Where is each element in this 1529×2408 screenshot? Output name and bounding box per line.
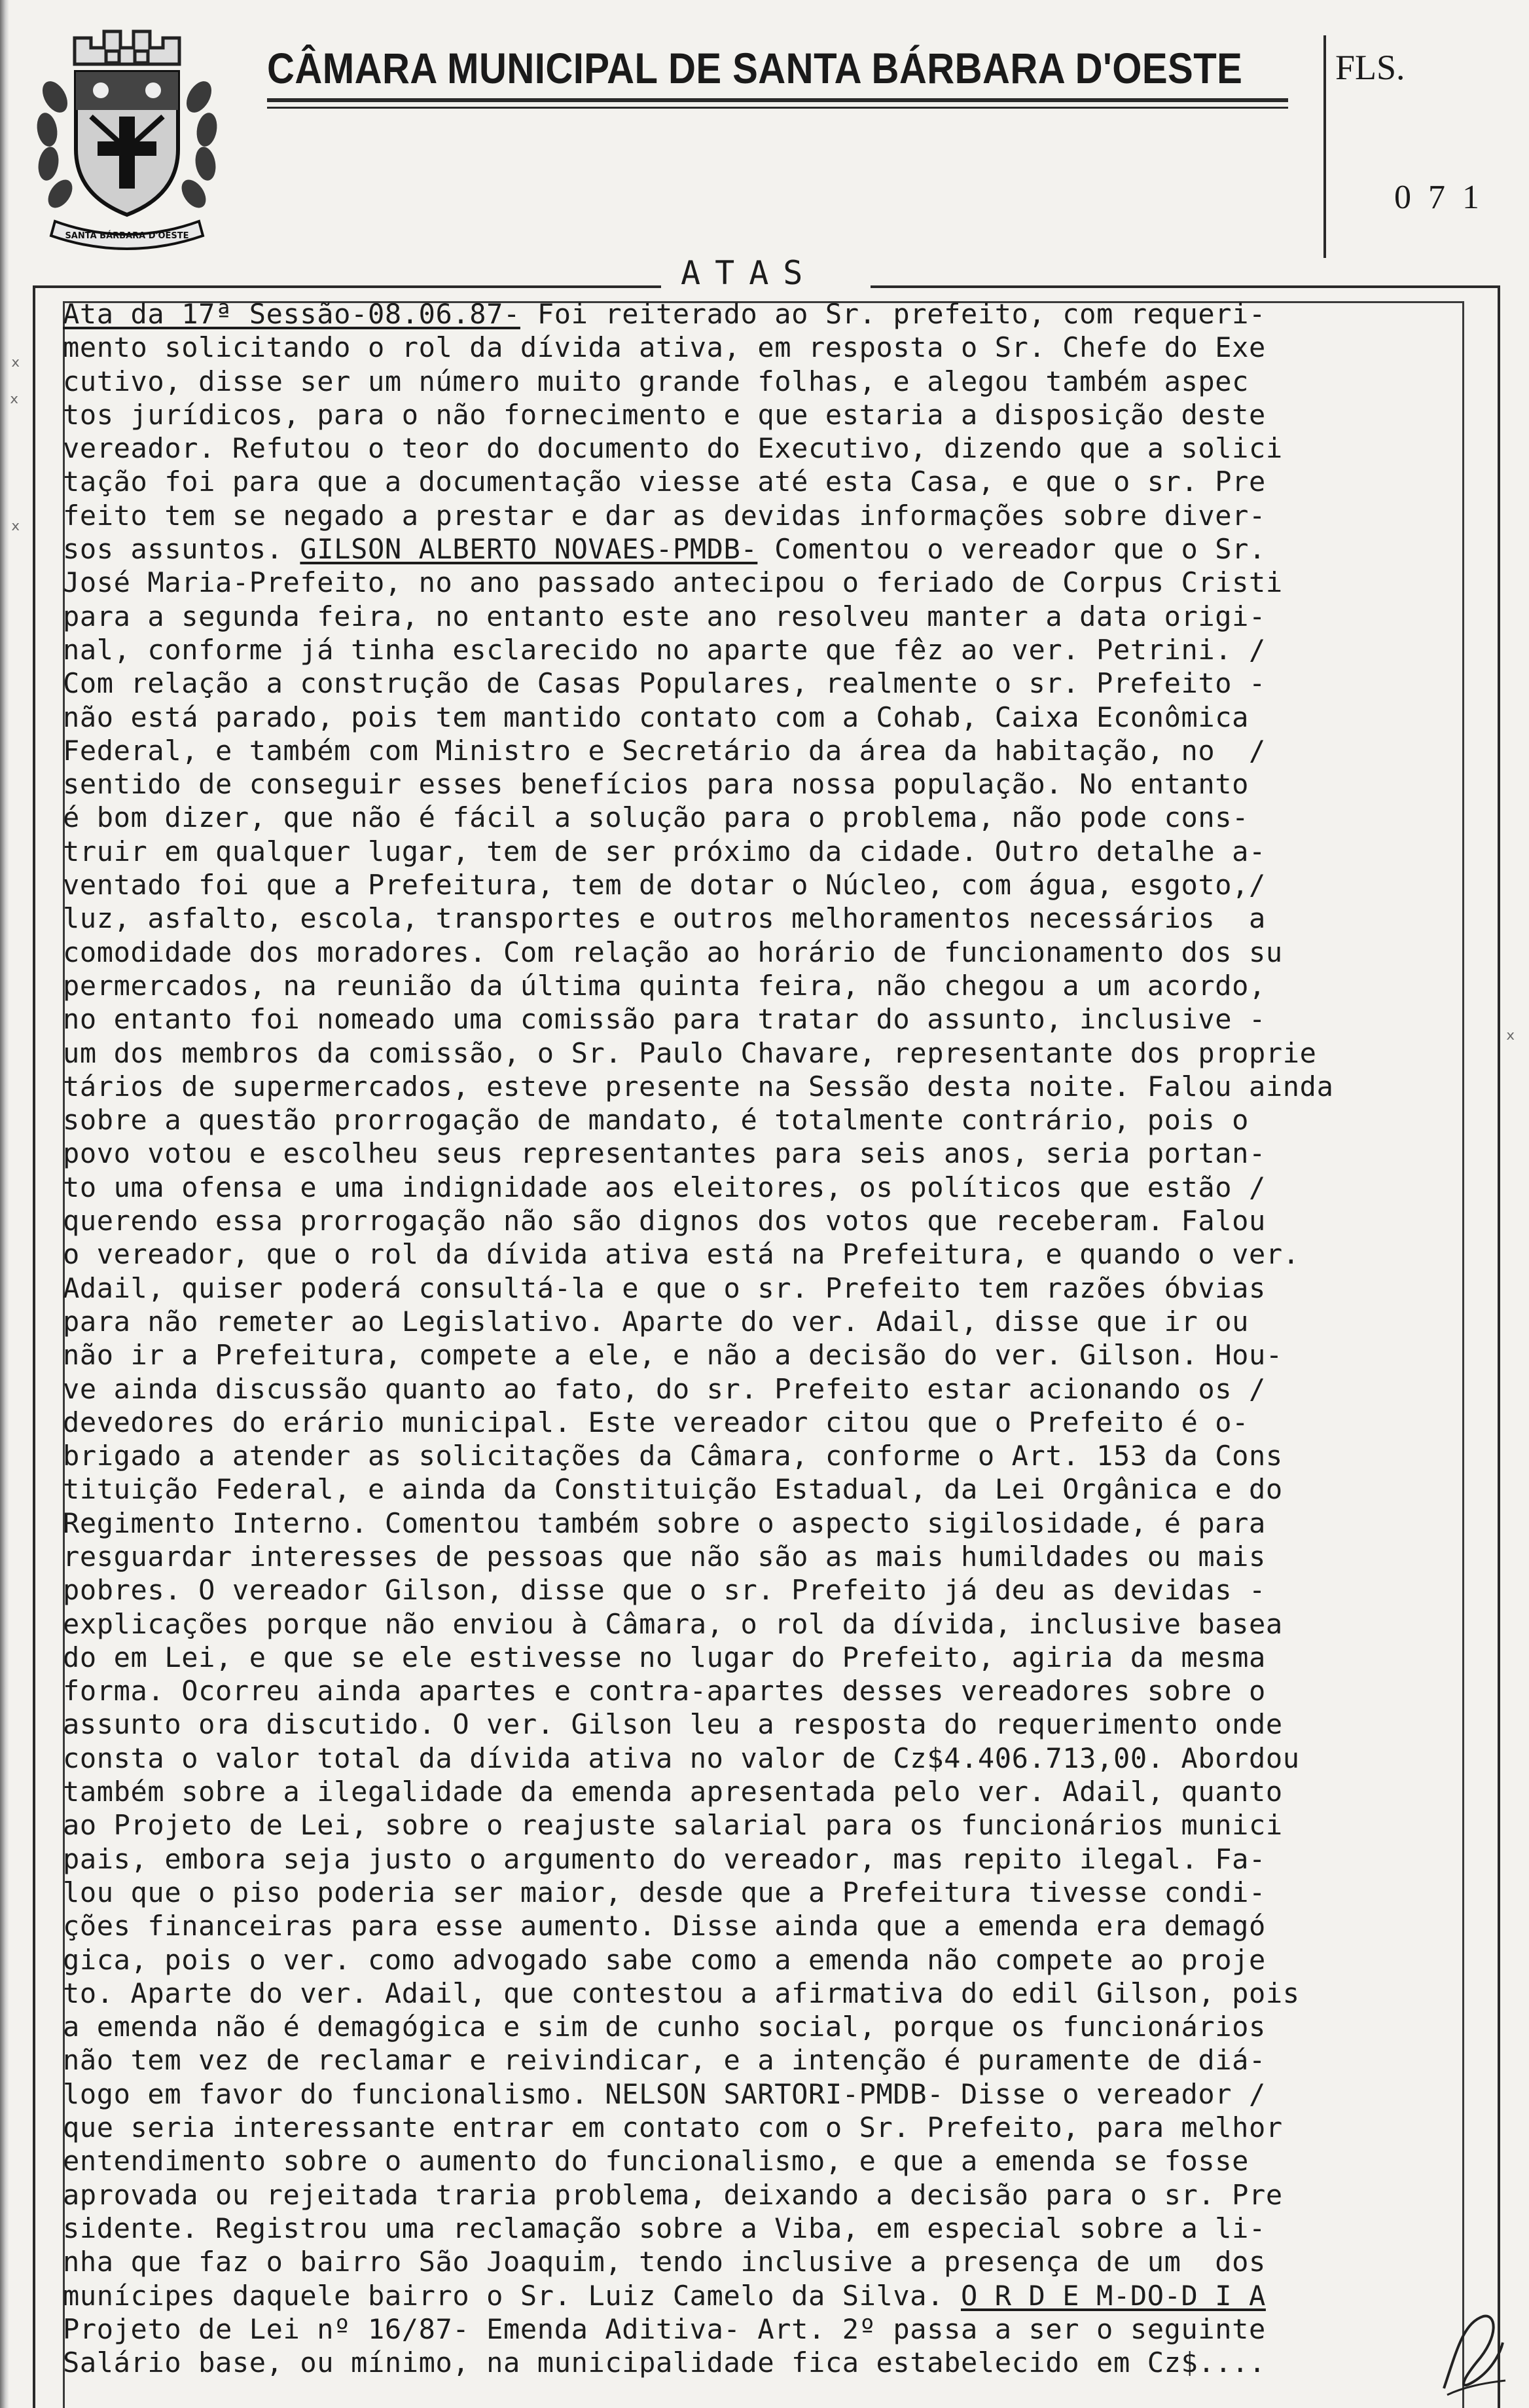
minutes-line: [63, 1909, 1496, 1943]
page-number: 071: [1394, 179, 1496, 216]
line-text: não está parado, pois tem mantido contato com a Cohab, Caixa Econômica: [63, 701, 1250, 733]
minutes-line: [63, 1707, 1496, 1741]
handwritten-margin-mark-icon: ˣ: [9, 390, 20, 416]
line-text: cutivo, disse ser um número muito grande folhas, e alegou também aspec: [63, 365, 1250, 397]
line-text: aprovada ou rejeitada traria problema, deixando a decisão para o sr. Pre: [63, 2178, 1283, 2211]
line-text: forma. Ocorreu ainda apartes e contra-apartes desses vereadores sobre o: [63, 1675, 1266, 1707]
line-text: o vereador, que o rol da dívida ativa está na Prefeitura, e quando o ver.: [63, 1238, 1300, 1271]
minutes-line: [63, 2178, 1496, 2212]
line-text: tários de supermercados, esteve presente na Sessão desta noite. Falou ainda: [63, 1070, 1334, 1103]
line-text: não tem vez de reclamar e reivindicar, e a intenção é puramente de diá-: [63, 2044, 1266, 2077]
header-rule: [267, 98, 1288, 102]
line-text: devedores do erário municipal. Este vereador citou que o Prefeito é o-: [63, 1406, 1250, 1438]
minutes-line: [63, 1137, 1496, 1170]
line-text: ções financeiras para esse aumento. Disse ainda que a emenda era demagó: [63, 1910, 1266, 1943]
line-text: sos assuntos.: [63, 533, 300, 566]
line-text: logo em favor do funcionalismo. NELSON SARTORI-PMDB- Disse o vereador /: [63, 2077, 1266, 2110]
minutes-line: [63, 1406, 1496, 1439]
line-text: to uma ofensa e uma indignidade aos eleitores, os políticos que estão /: [63, 1171, 1266, 1203]
minutes-line: [63, 734, 1496, 767]
minutes-line: [63, 1305, 1496, 1338]
line-text: resguardar interesses de pessoas que não são as mais humildades ou mais: [63, 1540, 1266, 1573]
minutes-line: [63, 2346, 1496, 2379]
crest-motto: SANTA BÁRBARA D'OESTE: [65, 231, 189, 241]
minutes-line: [63, 1506, 1496, 1540]
underlined-heading: GILSON ALBERTO NOVAES-PMDB-: [300, 533, 758, 566]
underlined-heading: O R D E M-DO-D I A: [960, 2279, 1266, 2312]
minutes-line: [63, 666, 1496, 700]
minutes-line: [63, 936, 1496, 969]
minutes-line: [63, 465, 1496, 498]
line-text: Salário base, ou mínimo, na municipalidade fica estabelecido em Cz$....: [63, 2346, 1266, 2379]
line-text: também sobre a ilegalidade da emenda apresentada pelo ver. Adail, quanto: [63, 1776, 1283, 1808]
line-text: povo votou e escolheu seus representantes para seis anos, seria portan-: [63, 1137, 1266, 1170]
line-text: do em Lei, e que se ele estivesse no lugar do Prefeito, agiria da mesma: [63, 1641, 1266, 1673]
minutes-line: [63, 1171, 1496, 1204]
line-text: sentido de conseguir esses benefícios para nossa população. No entanto: [63, 768, 1250, 801]
line-text: feito tem se negado a prestar e dar as devidas informações sobre diver-: [63, 499, 1266, 532]
section-title: ATAS: [681, 254, 818, 292]
line-text: ao Projeto de Lei, sobre o reajuste salarial para os funcionários munici: [63, 1809, 1283, 1842]
line-text: munícipes daquele bairro o Sr. Luiz Camelo da Silva.: [63, 2279, 961, 2312]
minutes-line: [63, 1472, 1496, 1506]
line-text: tos jurídicos, para o não fornecimento e que estaria a disposição deste: [63, 398, 1266, 431]
handwritten-initials-icon: [1437, 2310, 1509, 2401]
line-text: sidente. Registrou uma reclamação sobre a Viba, em especial sobre a li-: [63, 2212, 1266, 2244]
minutes-line: [63, 2144, 1496, 2178]
minutes-line: [63, 1876, 1496, 1909]
line-text: ve ainda discussão quanto ao fato, do sr. Prefeito estar acionando os /: [63, 1372, 1266, 1405]
minutes-line: [63, 1070, 1496, 1103]
line-text: vereador. Refutou o teor do documento do Executivo, dizendo que a solici: [63, 432, 1283, 465]
minutes-line: [63, 1338, 1496, 1372]
line-text: tação foi para que a documentação viesse até esta Casa, e que o sr. Pre: [63, 465, 1266, 498]
line-text: querendo essa prorrogação não são dignos dos votos que receberam. Falou: [63, 1205, 1266, 1237]
line-text: Comentou o vereador que o Sr.: [757, 533, 1266, 566]
line-text: consta o valor total da dívida ativa no valor de Cz$4.406.713,00. Abordou: [63, 1742, 1300, 1774]
line-text: permercados, na reunião da última quinta feira, não chegou a um acordo,: [63, 969, 1266, 1002]
minutes-line: [63, 532, 1496, 566]
line-text: a emenda não é demagógica e sim de cunho social, porque os funcionários: [63, 2011, 1266, 2043]
handwritten-margin-mark-icon: ˣ: [10, 517, 21, 543]
line-text: gica, pois o ver. como advogado sabe como a emenda não compete ao proje: [63, 1943, 1266, 1976]
handwritten-margin-mark-icon: ˣ: [10, 354, 21, 380]
line-text: que seria interessante entrar em contato com o Sr. Prefeito, para melhor: [63, 2111, 1283, 2144]
line-text: Federal, e também com Ministro e Secretário da área da habitação, no /: [63, 734, 1266, 767]
line-text: sobre a questão prorrogação de mandato, é totalmente contrário, pois o: [63, 1104, 1250, 1137]
line-text: para não remeter ao Legislativo. Aparte do ver. Adail, disse que ir ou: [63, 1305, 1250, 1338]
line-text: Regimento Interno. Comentou também sobre o aspecto sigilosidade, é para: [63, 1506, 1266, 1539]
minutes-line: [63, 331, 1496, 364]
line-text: para a segunda feira, no entanto este ano resolveu manter a data origi-: [63, 600, 1266, 632]
minutes-line: [63, 1808, 1496, 1842]
minutes-line: [63, 2312, 1496, 2346]
minutes-line: [63, 2010, 1496, 2043]
minutes-line: [63, 1540, 1496, 1573]
minutes-line: [63, 566, 1496, 599]
minutes-line: [63, 2212, 1496, 2245]
line-text: não ir a Prefeitura, compete a ele, e não a decisão do ver. Gilson. Hou-: [63, 1339, 1283, 1372]
municipal-coat-of-arms-icon: [29, 18, 225, 254]
minutes-line: [63, 868, 1496, 902]
line-text: explicações porque não enviou à Câmara, o rol da dívida, inclusive basea: [63, 1607, 1283, 1640]
line-text: lou que o piso poderia ser maior, desde que a Prefeitura tivesse condi-: [63, 1876, 1266, 1908]
fls-label: FLS.: [1335, 48, 1405, 87]
minutes-line: [63, 1641, 1496, 1674]
line-text: Projeto de Lei nº 16/87- Emenda Aditiva- Art. 2º passa a ser o seguinte: [63, 2312, 1266, 2345]
minutes-line: [63, 1237, 1496, 1271]
line-text: ventado foi que a Prefeitura, tem de dotar o Núcleo, com água, esgoto,/: [63, 869, 1266, 902]
frame-top-left: [33, 285, 661, 288]
minutes-line: [63, 1103, 1496, 1137]
line-text: pais, embora seja justo o argumento do vereador, mas repito ilegal. Fa-: [63, 1842, 1266, 1875]
minutes-line: [63, 1439, 1496, 1472]
header-divider: [1323, 35, 1326, 258]
minutes-line: [63, 2245, 1496, 2278]
minutes-line: [63, 1036, 1496, 1070]
minutes-line: [63, 365, 1496, 398]
minutes-line: [63, 2279, 1496, 2312]
institution-title: CÂMARA MUNICIPAL DE SANTA BÁRBARA D'OESTE: [267, 44, 1243, 92]
line-text: assunto ora discutido. O ver. Gilson leu a resposta do requerimento onde: [63, 1708, 1283, 1741]
minutes-line: [63, 1775, 1496, 1808]
line-text: tituição Federal, e ainda da Constituição Estadual, da Lei Orgânica e do: [63, 1473, 1283, 1506]
minutes-line: [63, 767, 1496, 801]
minutes-line: [63, 1607, 1496, 1641]
minutes-line: [63, 398, 1496, 431]
minutes-body: [63, 297, 1496, 2405]
minutes-line: [63, 1674, 1496, 1707]
minutes-line: [63, 1842, 1496, 1876]
line-text: nha que faz o bairro São Joaquim, tendo inclusive a presença de um dos: [63, 2246, 1266, 2278]
minutes-line: [63, 1977, 1496, 2010]
line-text: luz, asfalto, escola, transportes e outros melhoramentos necessários a: [63, 902, 1266, 935]
header-rule-thin: [267, 107, 1288, 109]
minutes-line: [63, 969, 1496, 1002]
line-text: no entanto foi nomeado uma comissão para tratar do assunto, inclusive -: [63, 1003, 1266, 1036]
handwritten-margin-mark-icon: ˣ: [1505, 1027, 1516, 1053]
line-text: mento solicitando o rol da dívida ativa, em resposta o Sr. Chefe do Exe: [63, 331, 1266, 364]
line-text: brigado a atender as solicitações da Câmara, conforme o Art. 153 da Cons: [63, 1440, 1283, 1472]
minutes-line: [63, 431, 1496, 465]
minutes-line: [63, 701, 1496, 734]
frame-left: [33, 285, 35, 2408]
line-text: pobres. O vereador Gilson, disse que o sr. Prefeito já deu as devidas -: [63, 1574, 1266, 1607]
minutes-line: [63, 499, 1496, 532]
line-text: comodidade dos moradores. Com relação ao horário de funcionamento dos su: [63, 936, 1283, 968]
minutes-line: [63, 835, 1496, 868]
line-text: é bom dizer, que não é fácil a solução para o problema, não pode cons-: [63, 801, 1250, 834]
line-text: truir em qualquer lugar, tem de ser próximo da cidade. Outro detalhe a-: [63, 835, 1266, 867]
minutes-line: [63, 1271, 1496, 1305]
minutes-line: [63, 1943, 1496, 1977]
minutes-line: [63, 2077, 1496, 2111]
frame-top-right: [871, 285, 1499, 288]
line-text: to. Aparte do ver. Adail, que contestou a afirmativa do edil Gilson, pois: [63, 1977, 1300, 2009]
page-scan-edge: [0, 0, 9, 2408]
minutes-line: [63, 600, 1496, 633]
minutes-line: [63, 1002, 1496, 1036]
minutes-line: [63, 902, 1496, 935]
minutes-line: [63, 297, 1496, 331]
minutes-line: [63, 1204, 1496, 1237]
minutes-line: [63, 2043, 1496, 2077]
minutes-line: [63, 2111, 1496, 2144]
line-text: Foi reiterado ao Sr. prefeito, com requeri-: [520, 298, 1266, 330]
minutes-line: [63, 1573, 1496, 1607]
frame-right: [1498, 285, 1500, 2408]
minutes-line: [63, 801, 1496, 834]
line-text: um dos membros da comissão, o Sr. Paulo Chavare, representante dos proprie: [63, 1036, 1317, 1069]
line-text: Adail, quiser poderá consultá-la e que o sr. Prefeito tem razões óbvias: [63, 1271, 1266, 1304]
minutes-line: [63, 633, 1496, 666]
line-text: entendimento sobre o aumento do funcionalismo, e que a emenda se fosse: [63, 2145, 1250, 2178]
line-text: Com relação a construção de Casas Populares, realmente o sr. Prefeito -: [63, 667, 1266, 700]
line-text: nal, conforme já tinha esclarecido no aparte que fêz ao ver. Petrini. /: [63, 633, 1266, 666]
minutes-line: [63, 1372, 1496, 1406]
underlined-heading: Ata da 17ª Sessão-08.06.87-: [63, 298, 520, 330]
line-text: José Maria-Prefeito, no ano passado antecipou o feriado de Corpus Cristi: [63, 566, 1283, 599]
minutes-line: [63, 1742, 1496, 1775]
